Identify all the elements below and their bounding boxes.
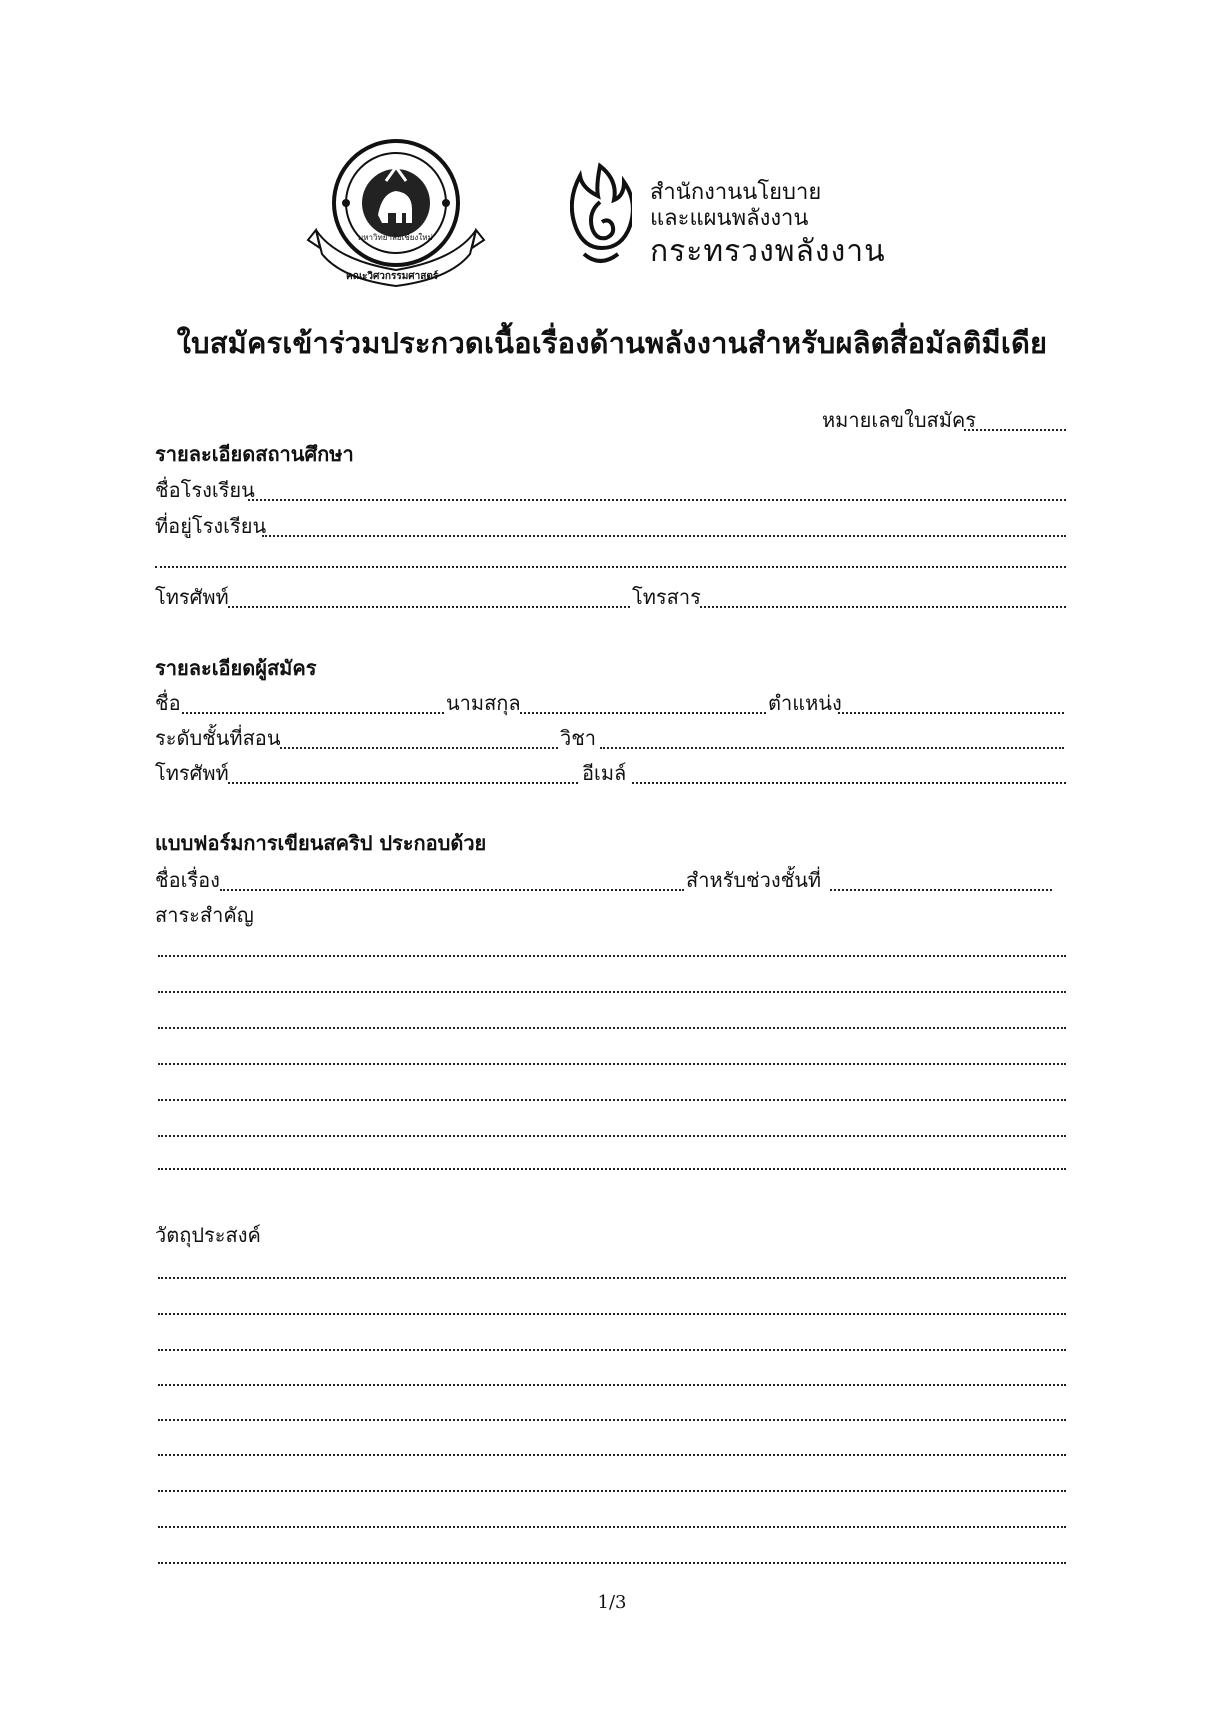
script-section-heading: แบบฟอร์มการเขียนสคริป ประกอบด้วย: [155, 831, 487, 855]
summary-label: สาระสำคัญ: [155, 903, 254, 927]
position-field[interactable]: [838, 712, 1064, 714]
summary-line[interactable]: [158, 1135, 1066, 1137]
school-phone-label: โทรศัพท์: [155, 585, 229, 609]
objective-line[interactable]: [158, 1313, 1066, 1315]
ministry-office-line1: สำนักงานนโยบาย: [650, 180, 822, 205]
flame-icon: [570, 162, 632, 270]
last-name-label: นามสกุล: [446, 691, 521, 715]
objective-label: วัตถุประสงค์: [155, 1223, 261, 1247]
objective-line[interactable]: [158, 1490, 1066, 1492]
applicant-phone-field[interactable]: [228, 782, 578, 784]
objective-line[interactable]: [158, 1419, 1066, 1421]
subject-label: วิชา: [560, 726, 597, 750]
ministry-logo: [570, 162, 930, 272]
school-address-field-line2[interactable]: [155, 566, 1066, 568]
applicant-section-heading: รายละเอียดผู้สมัคร: [155, 656, 317, 680]
application-number-field[interactable]: [964, 429, 1066, 431]
ministry-office-line2: และแผนพลังงาน: [650, 206, 809, 231]
seal-ribbon-text: คณะวิศวกรรมศาสตร์: [346, 271, 439, 282]
ministry-name: กระทรวงพลังงาน: [650, 234, 886, 269]
school-name-label: ชื่อโรงเรียน: [155, 478, 255, 502]
application-number-label: หมายเลขใบสมัคร: [822, 408, 977, 432]
summary-line[interactable]: [158, 1099, 1066, 1101]
grade-taught-label: ระดับชั้นที่สอน: [155, 726, 281, 750]
last-name-field[interactable]: [520, 712, 766, 714]
seal-top-text: มหาวิทยาลัยเชียงใหม่: [358, 233, 433, 242]
faculty-seal-logo: [306, 135, 486, 295]
school-fax-label: โทรสาร: [632, 585, 701, 609]
objective-line[interactable]: [158, 1384, 1066, 1386]
position-label: ตำแหน่ง: [768, 691, 842, 715]
first-name-field[interactable]: [182, 712, 444, 714]
objective-line[interactable]: [158, 1562, 1066, 1564]
for-grade-field[interactable]: [830, 889, 1052, 891]
first-name-label: ชื่อ: [155, 691, 181, 715]
for-grade-label: สำหรับช่วงชั้นที่: [686, 868, 822, 892]
email-field[interactable]: [632, 782, 1066, 784]
subject-field[interactable]: [600, 747, 1064, 749]
objective-line[interactable]: [158, 1526, 1066, 1528]
grade-taught-field[interactable]: [280, 747, 558, 749]
objective-line[interactable]: [158, 1349, 1066, 1351]
email-label: อีเมล์: [582, 761, 627, 785]
summary-line[interactable]: [158, 1063, 1066, 1065]
school-name-field[interactable]: [248, 499, 1066, 501]
summary-line[interactable]: [158, 991, 1066, 993]
story-title-label: ชื่อเรื่อง: [155, 868, 220, 892]
applicant-phone-label: โทรศัพท์: [155, 761, 229, 785]
summary-line[interactable]: [158, 1168, 1066, 1170]
page-number: 1/3: [597, 1592, 627, 1613]
school-phone-field[interactable]: [228, 606, 630, 608]
objective-line[interactable]: [158, 1454, 1066, 1456]
page-title: ใบสมัครเข้าร่วมประกวดเนื้อเรื่องด้านพลังงานสำหรับผลิตสื่อมัลติมีเดีย: [176, 326, 1048, 360]
school-address-field[interactable]: [262, 535, 1066, 537]
story-title-field[interactable]: [220, 889, 684, 891]
school-fax-field[interactable]: [700, 606, 1066, 608]
summary-line[interactable]: [158, 1027, 1066, 1029]
summary-line[interactable]: [158, 955, 1066, 957]
school-section-heading: รายละเอียดสถานศึกษา: [155, 442, 354, 466]
objective-line[interactable]: [158, 1277, 1066, 1279]
school-address-label: ที่อยู่โรงเรียน: [155, 514, 267, 538]
